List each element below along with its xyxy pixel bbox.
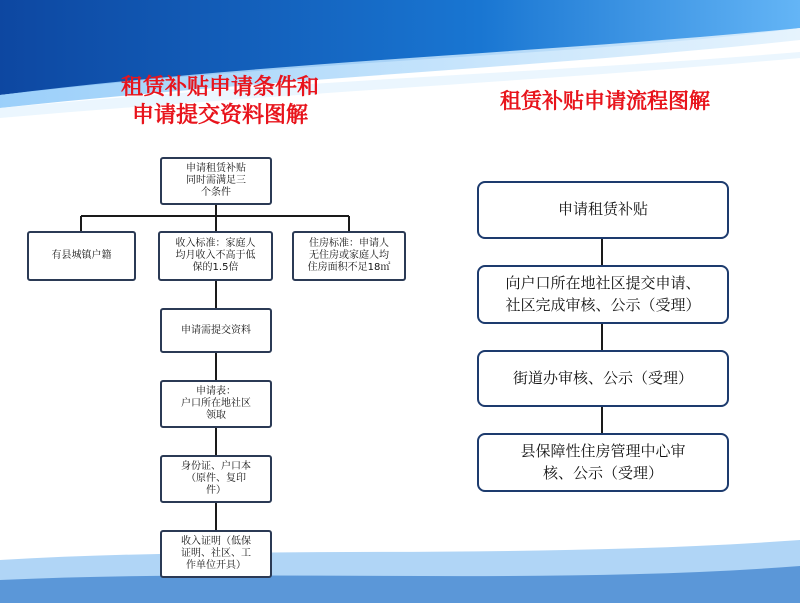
condition-label: 收入标准：家庭人 均月收入不高于低 保的1.5倍 — [175, 238, 256, 273]
flow-step-label: 向户口所在地社区提交申请、 社区完成审核、公示（受理） — [505, 273, 701, 314]
flow-step-county-center — [477, 433, 729, 492]
material-label: 身份证、户口本 （原件、复印 件） — [181, 461, 251, 496]
flow-step-apply — [477, 181, 729, 239]
income-proof-box — [160, 530, 272, 578]
condition-box-household — [27, 231, 136, 281]
flow-step-subdistrict — [477, 350, 729, 407]
root-box — [160, 157, 272, 205]
materials-box — [160, 308, 272, 353]
left-title-line1: 租赁补贴申请条件和 — [120, 74, 319, 100]
application-form-box — [160, 380, 272, 428]
material-label: 申请需提交资料 — [181, 324, 251, 336]
condition-box-housing — [292, 231, 406, 281]
left-title-line2: 申请提交资料图解 — [131, 101, 308, 128]
id-card-box — [160, 455, 272, 503]
left-title — [90, 74, 350, 129]
condition-label: 有县城镇户籍 — [51, 250, 112, 261]
flow-step-label: 街道办审核、公示（受理） — [512, 368, 693, 387]
flow-step-community — [477, 265, 729, 324]
flow-step-label: 申请租赁补贴 — [557, 200, 648, 219]
root-label: 申请租赁补贴 同时需满足三 个条件 — [186, 163, 246, 198]
material-label: 收入证明（低保 证明、社区、工 作单位开具） — [181, 536, 251, 571]
condition-label: 住房标准：申请人 无住房或家庭人均 住房面积不足18㎡ — [307, 238, 391, 273]
right-title: 租赁补贴申请流程图解 — [500, 88, 710, 113]
flow-step-label: 县保障性住房管理中心审 核、公示（受理） — [520, 441, 686, 482]
material-label: 申请表： 户口所在地社区 领取 — [181, 386, 251, 421]
condition-box-income — [158, 231, 273, 281]
